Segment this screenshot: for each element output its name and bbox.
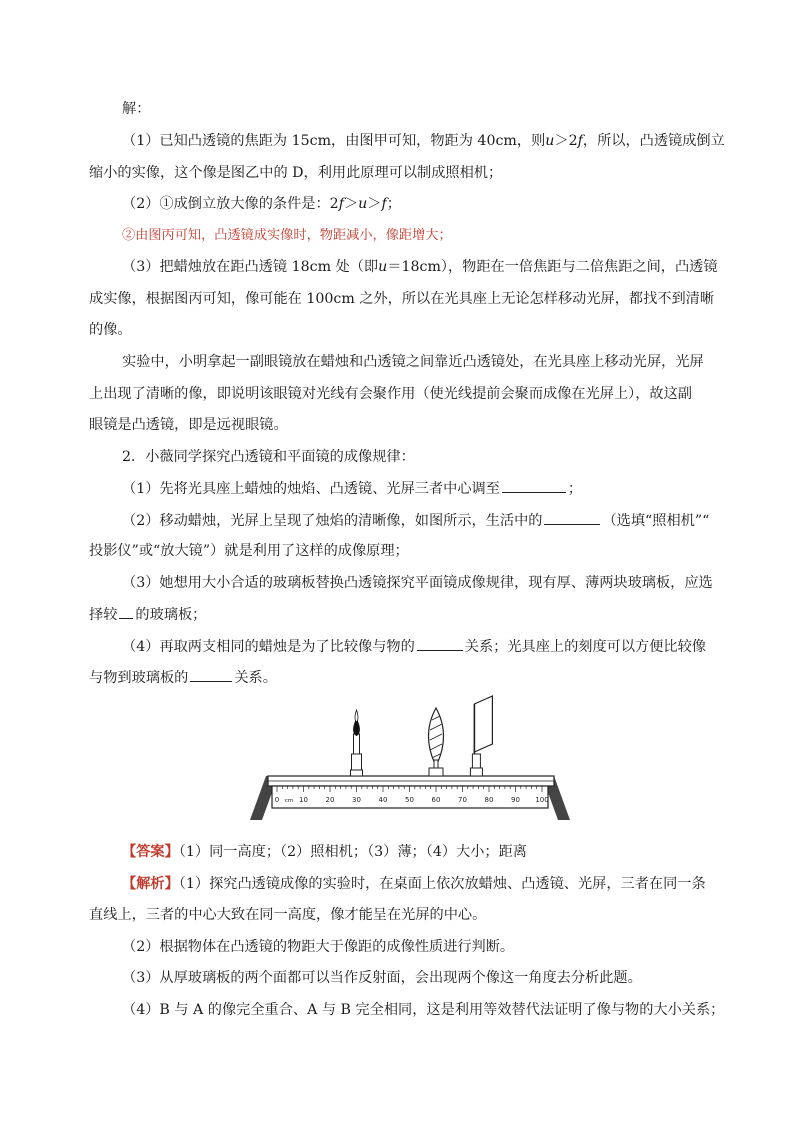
- question-part3-line2: 择较 的玻璃板；: [0, 604, 794, 625]
- scale-label: 100: [535, 796, 549, 804]
- scale-label: 60: [431, 796, 441, 804]
- question-title: 2．小薇同学探究凸透镜和平面镜的成像规律：: [122, 449, 415, 465]
- scale-label: cm: [284, 798, 294, 804]
- scale-label: 40: [378, 796, 388, 804]
- optical-bench-figure: [250, 690, 570, 830]
- answer-blank-5: [190, 667, 232, 682]
- candle: [351, 710, 363, 776]
- solution-part1-line2: 缩小的实像，这个像是图乙中的 D，利用此原理可以制成照相机；: [89, 165, 503, 181]
- analysis-line5: （4）B 与 A 的像完全重合、A 与 B 完全相同，这是利用等效替代法证明了像与物的大小关系；: [122, 1002, 725, 1018]
- analysis-line4: （3）从厚玻璃板的两个面都可以当作反射面，会出现两个像这一角度去分析此题。: [122, 970, 642, 986]
- answer-line: 【答案】（1）同一高度；（2）照相机；（3）薄；（4）大小；距离: [122, 844, 527, 860]
- question-part4-line1: （4）再取两支相同的蜡烛是为了比较像与物的 关系；光具座上的刻度可以方便比较像: [0, 636, 794, 657]
- question-part3-line1: （3）她想用大小合适的玻璃板替换凸透镜探究平面镜成像规律，现有厚、薄两块玻璃板，应选: [122, 575, 713, 591]
- answer-blank-3: [119, 604, 133, 619]
- answer-blank-2: [544, 510, 600, 525]
- solution-heading: 解：: [122, 101, 151, 117]
- scale-label: 50: [405, 796, 414, 804]
- question-part2-line2: 投影仪”或“放大镜”）就是利用了这样的成像原理；: [89, 543, 409, 559]
- convex-lens: [429, 708, 444, 776]
- scale-label: 0: [274, 796, 280, 804]
- light-screen: [470, 696, 492, 776]
- solution-part2-note: ②由图丙可知，凸透镜成实像时，物距减小，像距增大；: [122, 228, 452, 243]
- scale-label: 80: [484, 796, 494, 804]
- scale-label: 30: [352, 796, 361, 804]
- solution-part3-line1: （3）把蜡烛放在距凸透镜 18cm 处（即u＝18cm），物距在一倍焦距与二倍焦距之间，凸透镜: [122, 259, 718, 275]
- analysis-line1: 【解析】（1）探究凸透镜成像的实验时，在桌面上依次放蜡烛、凸透镜、光屏，三者在同一条: [122, 876, 706, 892]
- analysis-line3: （2）根据物体在凸透镜的物距大于像距的成像性质进行判断。: [122, 939, 515, 955]
- answer-blank-4: [417, 636, 463, 651]
- question-part4-line2: 与物到玻璃板的 关系。: [0, 667, 794, 688]
- solution-part2: （2）①成倒立放大像的条件是：2f＞u＞f；: [122, 196, 401, 212]
- scale-label: 20: [325, 796, 335, 804]
- scale-label: 10: [299, 796, 308, 804]
- solution-part1-line1: （1）已知凸透镜的焦距为 15cm，由图甲可知，物距为 40cm，则u＞2f，所以，凸透镜成倒立: [122, 133, 725, 149]
- solution-part3-line2: 成实像，根据图丙可知，像可能在 100cm 之外，所以在光具座上无论怎样移动光屏，都找不到清晰: [89, 291, 715, 307]
- analysis-line2: 直线上，三者的中心大致在同一高度，像才能呈在光屏的中心。: [89, 907, 487, 923]
- solution-part3-line3: 的像。: [89, 322, 132, 338]
- scale-label: 90: [511, 796, 520, 804]
- solution-part5-line1: 实验中，小明拿起一副眼镜放在蜡烛和凸透镜之间靠近凸透镜处，在光具座上移动光屏，光屏: [122, 354, 704, 370]
- question-part1: （1）先将光具座上蜡烛的烛焰、凸透镜、光屏三者中心调至 ；: [0, 478, 794, 499]
- answer-blank-1: [502, 478, 566, 493]
- solution-part5-line3: 眼镜是凸透镜，即是远视眼镜。: [89, 417, 288, 433]
- question-part2-line1: （2）移动蜡烛，光屏上呈现了烛焰的清晰像，如图所示，生活中的 （选填“照相机”“: [0, 510, 794, 531]
- solution-part5-line2: 上出现了清晰的像，即说明该眼镜对光线有会聚作用（使光线提前会聚而成像在光屏上），故这副: [89, 386, 692, 402]
- scale-label: 70: [458, 796, 467, 804]
